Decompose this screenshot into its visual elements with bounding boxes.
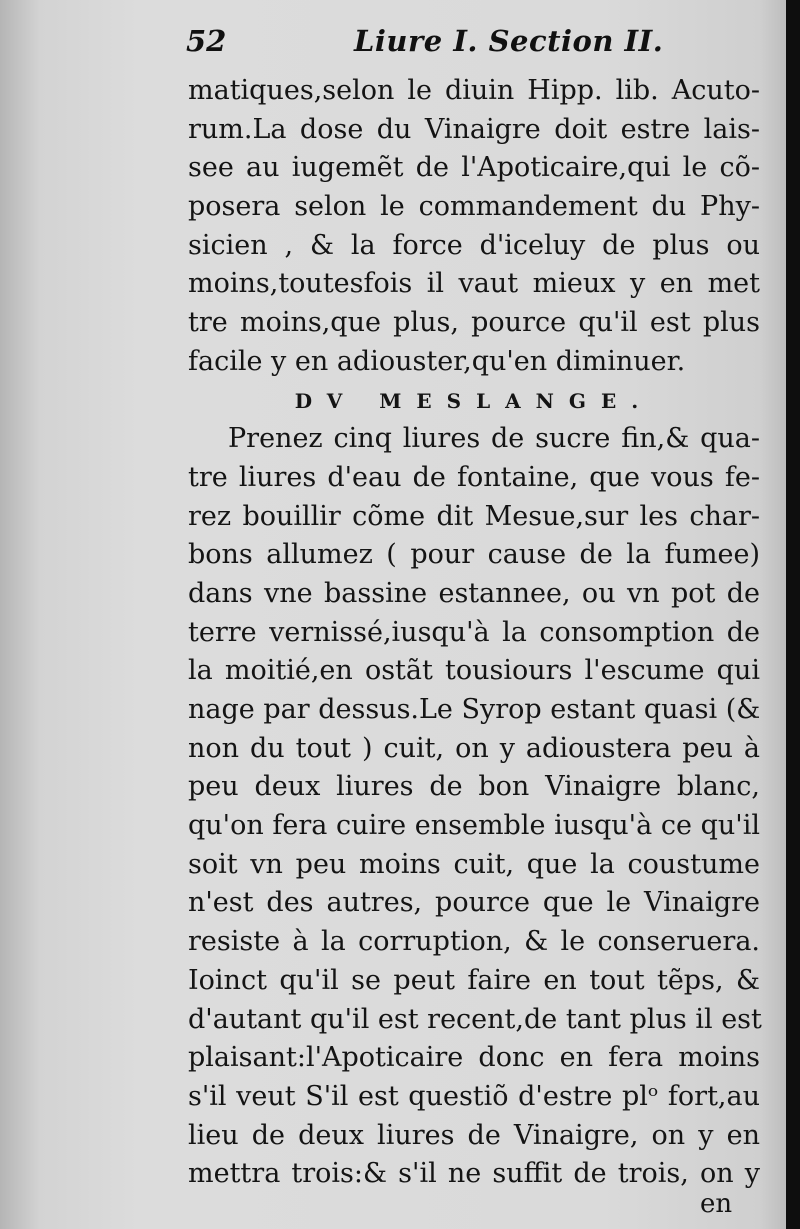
text-line: lieu de deux liures de Vinaigre, on y en <box>188 1119 760 1151</box>
text-line: facile y en adiouster,qu'en diminuer. <box>188 345 686 377</box>
text-line: s'il veut S'il est questiõ d'estre plᵒ fort,au <box>188 1080 760 1112</box>
section-heading: DV MESLANGE. <box>294 388 654 413</box>
text-line: matiques,selon le diuin Hipp. lib. Acuto- <box>188 75 760 106</box>
text-line: posera selon le commandement du Phy- <box>188 191 760 223</box>
text-line: dans vne bassine estannee, ou vn pot de <box>188 577 760 609</box>
text-line: bons allumez ( pour cause de la fumee) <box>188 539 760 571</box>
text-line: see au iugemẽt de l'Apoticaire,qui le cõ- <box>188 152 760 184</box>
text-line: tre moins,que plus, pource qu'il est plus <box>188 307 760 339</box>
text-line: rez bouillir cõme dit Mesue,sur les char- <box>188 500 760 532</box>
text-line: qu'on fera cuire ensemble iusqu'à ce qu'il <box>188 810 760 842</box>
text-line: n'est des autres, pource que le Vinaigre <box>188 887 760 919</box>
text-line: la moitié,en ostãt tousiours l'escume qui <box>188 655 760 687</box>
text-line: mettra trois:& s'il ne suffit de trois, on y <box>188 1158 760 1190</box>
text-line: rum.La dose du Vinaigre doit estre lais- <box>188 113 760 145</box>
text-line: Ioinct qu'il se peut faire en tout tẽps, & <box>188 964 760 996</box>
text-line: peu deux liures de bon Vinaigre blanc, <box>188 771 760 803</box>
text-line: terre vernissé,iusqu'à la consomption de <box>188 616 760 648</box>
text-line: nage par dessus.Le Syrop estant quasi (& <box>188 694 761 725</box>
text-line: d'autant qu'il est recent,de tant plus il est <box>188 1003 762 1035</box>
running-title: Liure I. Section II. <box>354 24 664 58</box>
text-line: plaisant:l'Apoticaire donc en fera moins <box>188 1042 760 1074</box>
text-line: non du tout ) cuit, on y adioustera peu à <box>188 732 760 764</box>
page-header <box>186 24 746 64</box>
book-spine-shadow <box>786 0 800 1229</box>
text-line: sicien , & la force d'iceluy de plus ou <box>188 229 760 261</box>
page-number: 52 <box>186 24 227 58</box>
text-block <box>188 72 760 1194</box>
text-line: Prenez cinq liures de sucre fin,& qua- <box>228 423 760 455</box>
text-line: moins,toutesfois il vaut mieux y en met <box>188 268 760 300</box>
text-line: resiste à la corruption, & le conseruera. <box>188 926 760 958</box>
catchword: en <box>700 1189 733 1219</box>
text-line: soit vn peu moins cuit, que la coustume <box>188 848 760 880</box>
text-line: tre liures d'eau de fontaine, que vous fe- <box>188 461 760 493</box>
